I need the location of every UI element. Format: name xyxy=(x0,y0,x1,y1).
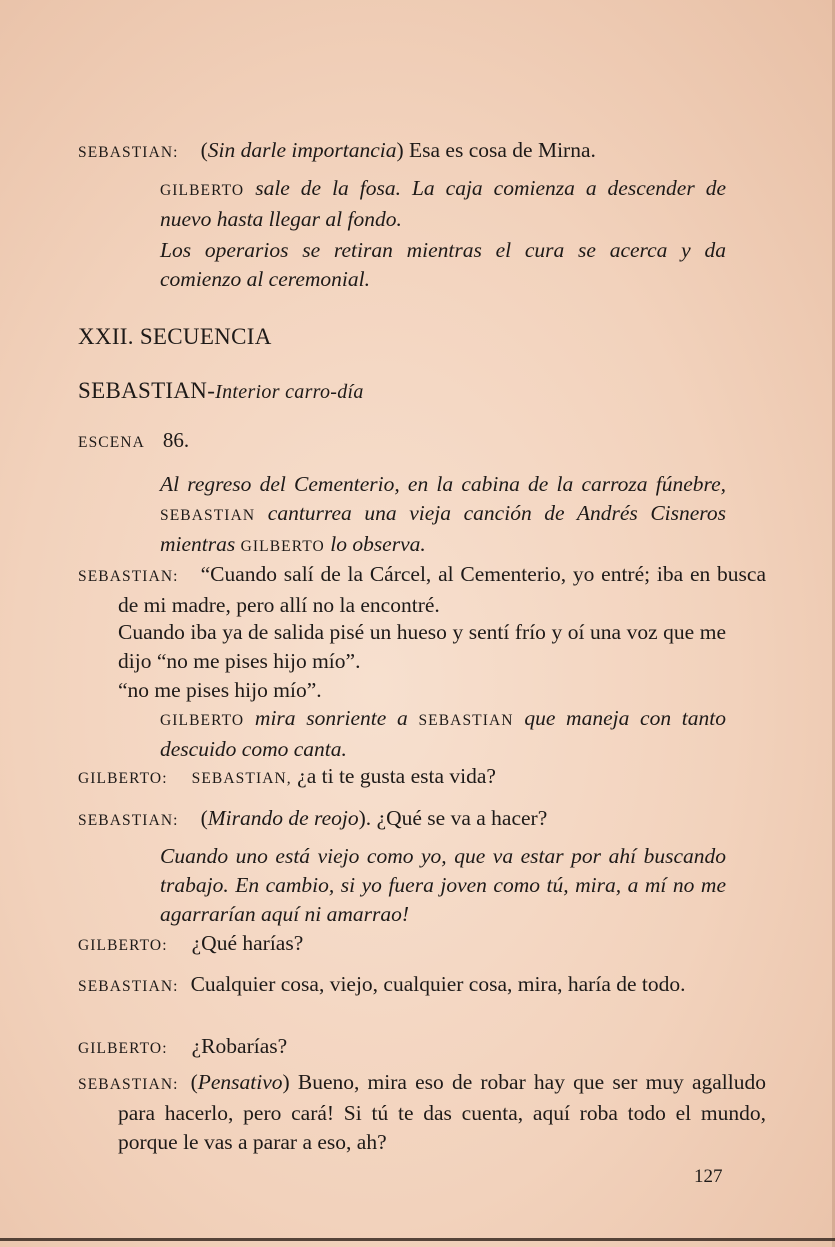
dialogue-continuation: Cuando iba ya de salida pisé un hueso y sentí frío y oí una voz que me dijo “no me pises hijo mío”. xyxy=(118,620,726,673)
speaker-label: GILBERTO: xyxy=(78,937,168,954)
dialogue-gilberto-3: GILBERTO: ¿Robarías? xyxy=(78,1034,288,1058)
character-name: GILBERTO xyxy=(160,182,245,199)
speaker-label: SEBASTIAN: xyxy=(78,1076,179,1093)
stage-direction: GILBERTO mira sonriente a SEBASTIAN que maneja con tanto descuido como canta. xyxy=(160,706,727,761)
stage-direction: Al regreso del Cementerio, en la cabina de la carroza fúnebre, SEBASTIAN canturrea una vieja canción de Andrés Cisneros mientras GILBERTO lo observa. xyxy=(160,472,726,556)
page-number: 127 xyxy=(694,1166,723,1187)
dialogue-sebastian-2: SEBASTIAN: “Cuando salí de la Cárcel, al Cementerio, yo entré; iba en busca de mi madre, pero allí no la encontré. xyxy=(78,562,766,617)
dialogue-sebastian-5: SEBASTIAN: (Pensativo) Bueno, mira eso de robar hay que ser muy agalludo para hacerlo, pero cará! Si tú te das cuenta, aquí roba todo el mundo, porque le vas a parar a eso, ah? xyxy=(78,1070,766,1154)
speaker-label: SEBASTIAN: xyxy=(78,144,179,161)
speaker-label: GILBERTO: xyxy=(78,1040,168,1057)
page-bottom-edge xyxy=(0,1238,835,1241)
dialogue-sebastian-1: SEBASTIAN: (Sin darle importancia) Esa es cosa de Mirna. xyxy=(78,138,596,162)
scene-number: ESCENA 86. xyxy=(78,428,190,452)
dialogue-gilberto-1: GILBERTO: SEBASTIAN, ¿a ti te gusta esta vida? xyxy=(78,764,496,788)
speaker-label: SEBASTIAN: xyxy=(78,568,179,585)
stage-direction: Cuando uno está viejo como yo, que va estar por ahí buscando trabajo. En cambio, si yo fuera joven como tú, mira, a mí no me agarrarían aquí ni amarrao! xyxy=(160,844,726,926)
dialogue-continuation: “no me pises hijo mío”. xyxy=(118,678,322,702)
dialogue-sebastian-3: SEBASTIAN: (Mirando de reojo). ¿Qué se va a hacer? xyxy=(78,806,548,830)
stage-direction-inline: Sin darle importancia xyxy=(207,138,397,162)
dialogue-sebastian-4: SEBASTIAN: Cualquier cosa, viejo, cualquier cosa, mira, haría de todo. xyxy=(78,972,686,996)
speaker-label: SEBASTIAN: xyxy=(78,812,179,829)
speaker-label: GILBERTO: xyxy=(78,770,168,787)
dialogue-gilberto-2: GILBERTO: ¿Qué harías? xyxy=(78,931,304,955)
speaker-label: SEBASTIAN: xyxy=(78,978,179,995)
stage-direction: Los operarios se retiran mientras el cura se acerca y da comienzo al ceremonial. xyxy=(160,238,726,291)
stage-direction: GILBERTO sale de la fosa. La caja comienza a descender de nuevo hasta llegar al fondo. xyxy=(160,176,726,231)
sequence-heading: XXII. SECUENCIA xyxy=(78,324,272,349)
sequence-subheading: SEBASTIAN-Interior carro-día xyxy=(78,378,364,403)
